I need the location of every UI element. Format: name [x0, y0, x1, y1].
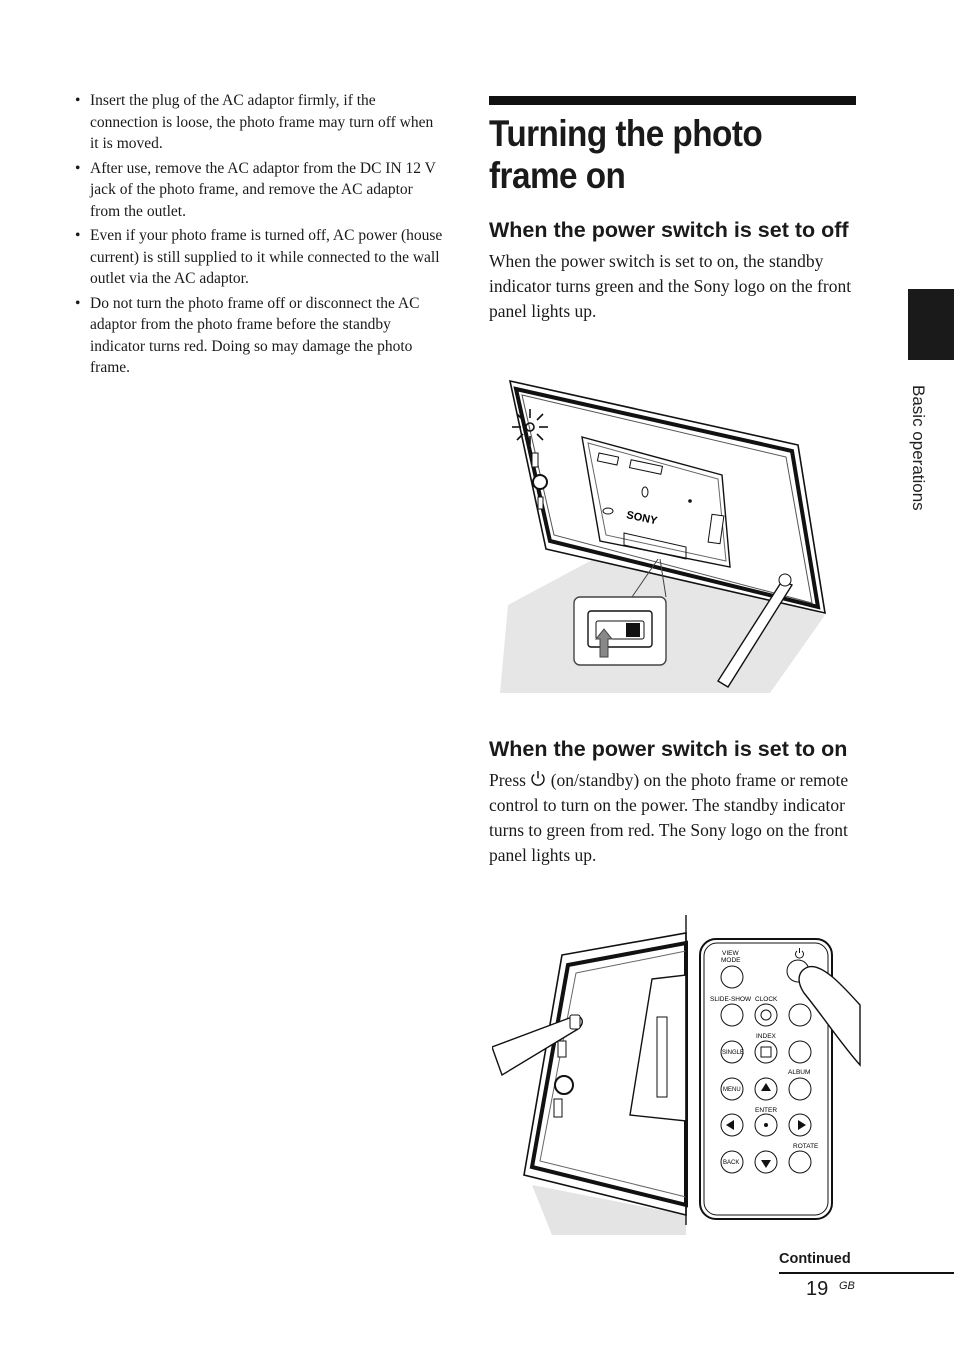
notes-column [75, 90, 445, 382]
section-heading: When the power switch is set to on [489, 737, 848, 761]
power-on-illustration [492, 915, 862, 1235]
photo-frame-rear-illustration [500, 375, 835, 695]
section-body: When the power switch is set to on, the standby indicator turns green and the Sony logo on the front panel lights up. [489, 251, 852, 321]
continued-label: Continued [779, 1251, 851, 1267]
slideshow-button [721, 1004, 743, 1026]
sony-logo: SONY [625, 509, 659, 528]
note-item: • Even if your photo frame is turned off, AC power (house current) is still supplied to it while connected to the wall outlet via the AC adaptor. [75, 225, 445, 290]
section-body: Press (on/standby) on the photo frame or remote control to turn on the power. The standby indicator turns to green from red. The Sony logo on the front panel lights up. [489, 770, 849, 865]
rotate-button [789, 1151, 811, 1173]
zoom-in-button [789, 1004, 811, 1026]
power-standby-icon [530, 770, 546, 787]
index-button [755, 1041, 777, 1063]
svg-text:ENTER: ENTER [755, 1107, 778, 1114]
clock-button [755, 1004, 777, 1026]
note-item: • Insert the plug of the AC adaptor firmly, if the connection is loose, the photo frame may turn off when it is moved. [75, 90, 445, 155]
svg-text:ALBUM: ALBUM [788, 1069, 811, 1076]
svg-text:MENU: MENU [723, 1087, 741, 1093]
svg-text:SLIDE-SHOW: SLIDE-SHOW [710, 996, 752, 1003]
side-tab-label: Basic operations [909, 385, 928, 511]
svg-text:SINGLE: SINGLE [722, 1050, 745, 1056]
album-button [789, 1078, 811, 1100]
svg-text:CLOCK: CLOCK [755, 996, 778, 1003]
svg-text:VIEW: VIEW [722, 950, 739, 957]
view-mode-button [721, 966, 743, 988]
notes-list [75, 90, 445, 379]
page-suffix: GB [839, 1280, 855, 1292]
note-item: • After use, remove the AC adaptor from the DC IN 12 V jack of the photo frame, and remove the AC adaptor from the outlet. [75, 158, 445, 223]
section-heading: When the power switch is set to off [489, 218, 849, 242]
svg-text:BACK: BACK [723, 1160, 740, 1166]
zoom-out-button [789, 1041, 811, 1063]
title-rule [489, 96, 856, 105]
page-number: 19 [806, 1278, 829, 1300]
section-switch-on [489, 735, 859, 868]
svg-text:MODE: MODE [721, 957, 741, 964]
note-item: • Do not turn the photo frame off or disconnect the AC adaptor from the photo frame before the standby indicator turns red. Doing so may damage the photo frame. [75, 293, 445, 379]
page-title: Turning the photo frame on [489, 113, 763, 196]
section-tab-marker [908, 289, 954, 360]
section-switch-off [489, 216, 859, 324]
svg-text:INDEX: INDEX [756, 1033, 776, 1040]
svg-text:ROTATE: ROTATE [793, 1143, 819, 1150]
title-block [489, 96, 857, 197]
footer-rule [779, 1272, 954, 1274]
